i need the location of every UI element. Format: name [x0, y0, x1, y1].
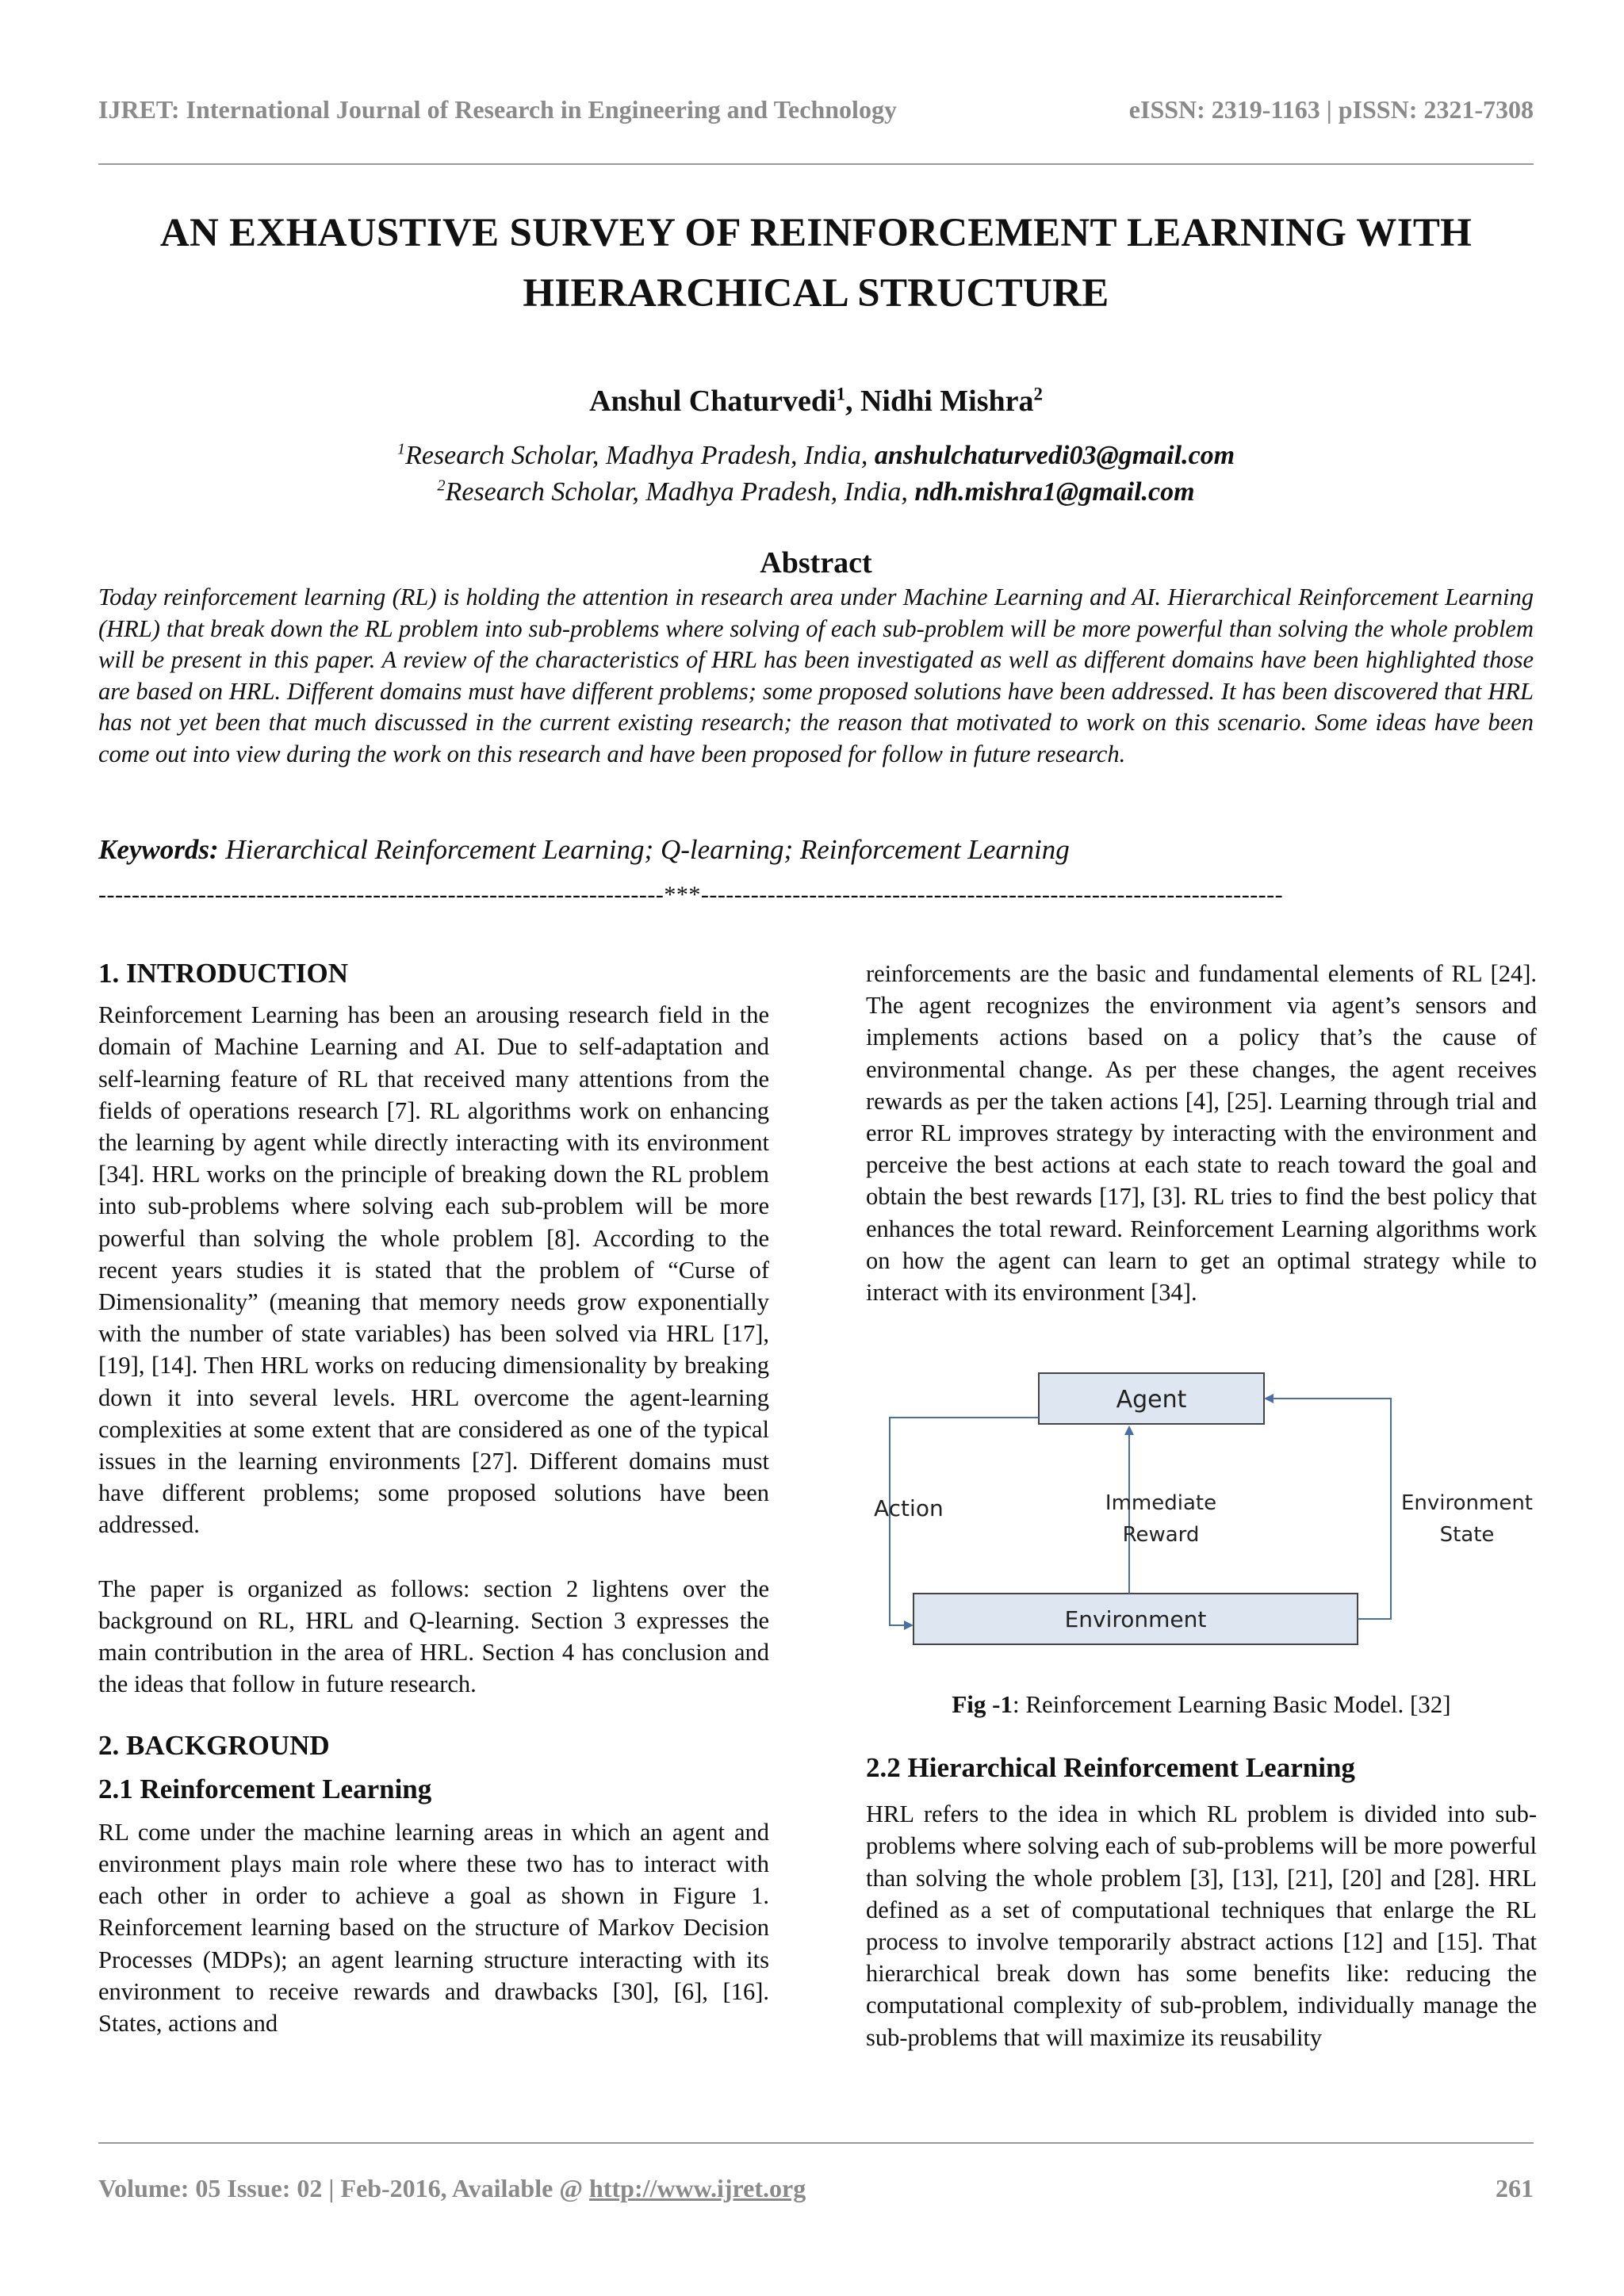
figure-caption-label: Fig -1: [952, 1690, 1013, 1718]
issn: eISSN: 2319-1163 | pISSN: 2321-7308: [1128, 95, 1534, 124]
running-header: [98, 95, 1534, 135]
journal-name: IJRET: International Journal of Research in Engineering and Technology: [98, 95, 897, 124]
rl-paragraph-1: RL come under the machine learning areas in which an agent and environment plays main role where these two has to interact with each other in order to achieve a goal as shown in Figure 1. Reinforcement learning based on the structure of Markov Decision Processes (MDPs); an agent learning structure interacting with its environment to receive rewards and drawbacks [30], [6], [16]. States, actions and: [98, 1818, 769, 2038]
keywords: [98, 834, 1534, 866]
right-column-top: [866, 958, 1537, 1308]
rl-subheading: 2.1 Reinforcement Learning: [98, 1773, 432, 1804]
affiliation-1-sup: 1: [396, 440, 406, 458]
authors: [98, 384, 1534, 419]
author-1-sup: 1: [836, 384, 845, 404]
reward-label-line1: Immediate: [1105, 1491, 1217, 1515]
affiliation-2: [98, 477, 1534, 507]
abstract-heading: Abstract: [760, 546, 872, 580]
affiliation-1: [98, 441, 1534, 471]
author-2: Nidhi Mishra: [860, 385, 1034, 418]
keywords-text: Hierarchical Reinforcement Learning; Q-learning; Reinforcement Learning: [218, 834, 1070, 865]
left-column: [98, 958, 769, 2039]
author-separator: ,: [845, 385, 860, 418]
background-heading: 2. BACKGROUND: [98, 1730, 330, 1762]
affiliation-1-email: anshulchaturvedi03@gmail.com: [874, 441, 1235, 470]
hrl-subheading: 2.2 Hierarchical Reinforcement Learning: [866, 1752, 1355, 1783]
abstract-text: Today reinforcement learning (RL) is holding the attention in research area under Machine Learning and AI. Hierarchical Reinforcement Learning (HRL) that break down the RL problem into sub-problems where solving of each sub-problem will be more powerful than solving the whole problem will be present in this paper. A review of the characteristics of HRL has been investigated as well as different domains have been highlighted those are based on HRL. Different domains must have different problems; some proposed solutions have been addressed. It has been discovered that HRL has not yet been that much discussed in the current existing research; the reason that motivated to work on this scenario. Some ideas have been come out into view during the work on this research and have been proposed for follow in future research.: [98, 584, 1534, 767]
reward-label-line2: Reward: [1122, 1523, 1200, 1547]
keywords-label: Keywords:: [98, 834, 219, 865]
paper-title: [98, 203, 1534, 323]
affiliation-2-sup: 2: [437, 476, 446, 495]
state-arrow: [1266, 1399, 1391, 1619]
rl-paragraph-2: reinforcements are the basic and fundamental elements of RL [24]. The agent recognizes the environment via agent’s sensors and implements actions based on a policy that’s the cause of environmental change. As per these changes, the agent receives rewards as per the taken actions [4], [25]. Learning through trial and error RL improves strategy by interacting with the environment and perceive the best actions at each state to reach toward the goal and obtain the best rewards [17], [3]. RL tries to find the best policy that enhances the total reward. Reinforcement Learning algorithms work on how the agent can learn to get an optimal strategy while to interact with its environment [34].: [866, 960, 1537, 1307]
environment-label: Environment: [1064, 1606, 1207, 1632]
intro-paragraph-1: Reinforcement Learning has been an arousing research field in the domain of Machine Learning and AI. Due to self-adaptation and self-learning feature of RL that received many attentions from the fields of operations research [7]. RL algorithms work on enhancing the learning by agent while directly interacting with its environment [34]. HRL works on the principle of breaking down the RL problem into sub-problems where solving each sub-problem will be more powerful than solving the whole problem [8]. According to the recent years studies it is stated that the problem of “Curse of Dimensionality” (meaning that memory needs grow exponentially with the number of state variables) has been solved via HRL [17], [19], [14]. Then HRL works on reducing dimensionality by breaking down it into several levels. HRL overcome the agent-learning complexities at some extent that are considered as one of the typical issues in the learning environments [27]. Different domains must have different problems; some proposed solutions have been addressed.: [98, 1001, 769, 1539]
affiliation-2-email: ndh.mishra1@gmail.com: [914, 477, 1195, 507]
author-1: Anshul Chaturvedi: [589, 385, 837, 418]
figure-caption: [866, 1690, 1537, 1719]
state-label-line2: State: [1439, 1523, 1495, 1547]
footer-rule: [98, 2142, 1534, 2144]
section-separator: --------------------------------------------------------------------***----------------------------------------------------------------------: [98, 882, 1284, 908]
agent-label: Agent: [1116, 1386, 1187, 1414]
title-line-2: HIERARCHICAL STRUCTURE: [523, 271, 1109, 316]
title-line-1: AN EXHAUSTIVE SURVEY OF REINFORCEMENT LEARNING WITH: [159, 211, 1473, 255]
right-column-bottom: [866, 1752, 1537, 2053]
author-2-sup: 2: [1033, 384, 1043, 404]
affiliation-2-text: Research Scholar, Madhya Pradesh, India,: [445, 477, 915, 507]
hrl-paragraph-1: HRL refers to the idea in which RL problem is divided into sub-problems where solving each of sub-problems will be more powerful than solving the whole problem [3], [13], [21], [20] and [28]. HRL defined as a set of computational techniques that enlarge the RL process to involve temporarily abstract actions [12] and [15]. That hierarchical break down has some benefits like: reducing the computational complexity of sub-problem, individually manage the sub-problems that will maximize its reusability: [866, 1800, 1537, 2051]
intro-paragraph-2: The paper is organized as follows: section 2 lightens over the background on RL, HRL and Q-learning. Section 3 expresses the main contribution in the area of HRL. Section 4 has conclusion and the ideas that follow in future research.: [98, 1575, 769, 1698]
page-number: 261: [1496, 2174, 1534, 2202]
figure-caption-text: : Reinforcement Learning Basic Model. [32]: [1012, 1690, 1451, 1718]
rl-basic-model-figure: [866, 1364, 1537, 1681]
footer-text: Volume: 05 Issue: 02 | Feb-2016, Available @: [98, 2174, 590, 2202]
affiliation-1-text: Research Scholar, Madhya Pradesh, India,: [405, 441, 875, 470]
footer-link[interactable]: http://www.ijret.org: [589, 2174, 806, 2202]
intro-heading: 1. INTRODUCTION: [98, 958, 349, 989]
state-label-line1: Environment: [1400, 1491, 1534, 1515]
running-footer: [98, 2174, 1534, 2203]
header-rule: [98, 163, 1534, 165]
action-label: Action: [874, 1495, 944, 1521]
